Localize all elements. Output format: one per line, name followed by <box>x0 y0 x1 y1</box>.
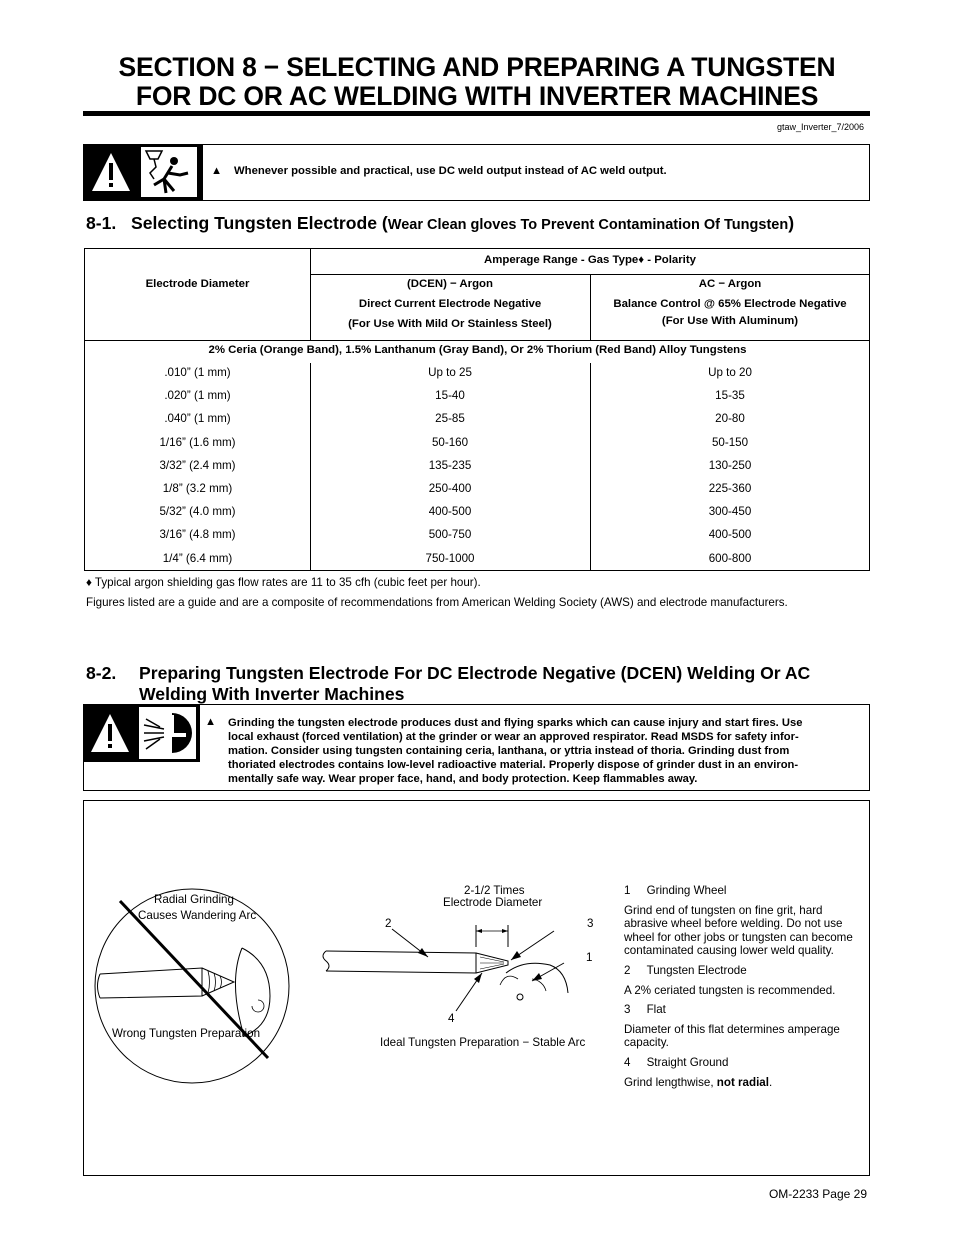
section-8-2-heading <box>86 663 876 705</box>
legend-number: 3 <box>624 1003 631 1017</box>
document-reference: gtaw_Inverter_7/2006 <box>776 122 864 132</box>
warning-line: thoriated electrodes contains low-level radioactive material. Properly dispose of grinder dust in an environ- <box>228 759 799 771</box>
cell-diameter: .010” (1 mm) <box>164 366 231 379</box>
note-figures-guide: Figures listed are a guide and are a composite of recommendations from American Welding Society (AWS) and electrode manufacturers. <box>86 596 788 609</box>
cell-dcen: 50-160 <box>431 436 469 449</box>
column-header-diameter: Electrode Diameter <box>145 278 250 290</box>
column-header-dcen-2: Direct Current Electrode Negative <box>358 298 542 310</box>
ideal-caption: Ideal Tungsten Preparation − Stable Arc <box>380 1036 586 1049</box>
legend-line: abrasive wheel before welding. Do not use <box>624 917 843 931</box>
cell-ac: 15-35 <box>715 389 745 402</box>
section-title-line-1: SECTION 8 − SELECTING AND PREPARING A TUNGSTEN <box>118 52 836 82</box>
section-8-2-title-1: Preparing Tungsten Electrode For DC Electrode Negative (DCEN) Welding Or AC <box>139 663 811 683</box>
cell-diameter: 5/32” (4.0 mm) <box>159 505 236 518</box>
wrong-label-bottom: Wrong Tungsten Preparation <box>112 1027 261 1040</box>
alloy-row-header: 2% Ceria (Orange Band), 1.5% Lanthanum (Gray Band), Or 2% Thorium (Red Band) Alloy Tungstens <box>208 344 747 356</box>
column-header-ac-2: Balance Control @ 65% Electrode Negative <box>613 298 847 310</box>
cell-dcen: 400-500 <box>428 505 472 518</box>
cell-diameter: .020” (1 mm) <box>164 389 231 402</box>
section-8-1-heading <box>86 213 794 234</box>
legend-emphasis: not radial <box>716 1075 769 1089</box>
legend-item-title <box>624 1003 859 1017</box>
wrong-label-top-1: Radial Grinding <box>154 893 234 906</box>
cell-ac: Up to 20 <box>708 366 752 379</box>
legend-text: . <box>768 1075 773 1089</box>
legend-line: Diameter of this flat determines amperage <box>624 1022 840 1036</box>
cell-dcen: 15-40 <box>435 389 465 402</box>
cell-dcen: 750-1000 <box>425 552 475 565</box>
section-8-2-title-2: Welding With Inverter Machines <box>139 684 405 704</box>
warning-bullet: ▲ <box>211 165 223 177</box>
cell-diameter: 3/16” (4.8 mm) <box>159 528 236 541</box>
column-header-dcen-1: (DCEN) − Argon <box>407 278 493 290</box>
electric-shock-warning-icon <box>84 145 203 200</box>
legend-line: capacity. <box>624 1036 669 1050</box>
legend-number: 2 <box>624 963 631 977</box>
legend-number: 1 <box>624 884 631 897</box>
page-footer: OM-2233 Page 29 <box>768 1187 867 1201</box>
warning-text-grinding <box>228 716 868 786</box>
legend-line: wheel for other jobs or tungsten can become <box>624 930 853 944</box>
section-8-1-title: Selecting Tungsten Electrode ( <box>131 213 388 233</box>
warning-box-dc-output <box>83 144 870 201</box>
legend-title: Flat <box>646 1003 666 1017</box>
callout-4: 4 <box>448 1012 455 1025</box>
warning-line: local exhaust (forced ventilation) at the grinder or wear an approved respirator. Read MSDS for safety infor- <box>228 731 799 743</box>
cell-ac: 400-500 <box>708 528 752 541</box>
cell-ac: 130-250 <box>708 459 752 472</box>
legend-title: Grinding Wheel <box>646 884 727 897</box>
section-8-1-subtitle: Wear Clean gloves To Prevent Contamination Of Tungsten <box>387 217 789 233</box>
legend-description <box>624 1023 859 1050</box>
note-gas-flow: ♦ Typical argon shielding gas flow rates are 11 to 35 cfh (cubic feet per hour). <box>86 576 481 589</box>
cell-ac: 20-80 <box>715 412 745 425</box>
warning-box-grinding <box>83 704 870 791</box>
section-title-line-2: FOR DC OR AC WELDING WITH INVERTER MACHINES <box>135 81 819 111</box>
figure-legend <box>624 884 859 1089</box>
cell-dcen: 25-85 <box>435 412 465 425</box>
warning-line: Grinding the tungsten electrode produces dust and flying sparks which can cause injury and start fires. Use <box>228 717 803 729</box>
column-header-dcen-3: (For Use With Mild Or Stainless Steel) <box>348 318 552 330</box>
cell-ac: 50-150 <box>711 436 749 449</box>
legend-description: A 2% ceriated tungsten is recommended. <box>624 983 836 997</box>
column-header-ac-3: (For Use With Aluminum) <box>661 315 799 327</box>
section-8-2-line-1 <box>86 663 876 684</box>
section-8-1-close: ) <box>788 213 795 233</box>
warning-line: mentally safe way. Wear proper face, hand, and body protection. Keep flammables away. <box>228 773 698 785</box>
ideal-dim-label-1: 2-1/2 Times <box>464 884 525 897</box>
table-divider <box>85 340 870 341</box>
grinding-eye-protection-warning-icon <box>84 705 200 762</box>
cell-ac: 600-800 <box>708 552 752 565</box>
cell-ac: 225-360 <box>708 482 752 495</box>
figure-box <box>83 800 870 1176</box>
cell-diameter: 1/16” (1.6 mm) <box>159 436 236 449</box>
cell-diameter: 1/4” (6.4 mm) <box>162 552 233 565</box>
warning-line: mation. Consider using tungsten containing ceria, lanthana, or yttria instead of thoria. Grinding dust from <box>228 745 790 757</box>
legend-title: Straight Ground <box>646 1055 729 1069</box>
warning-bullet: ▲ <box>205 716 217 728</box>
legend-item-title <box>624 884 859 898</box>
section-8-2-number: 8-2. <box>86 663 117 683</box>
cell-dcen: 500-750 <box>428 528 472 541</box>
cell-ac: 300-450 <box>708 505 752 518</box>
cell-diameter: 1/8” (3.2 mm) <box>162 482 233 495</box>
legend-description <box>624 1076 859 1090</box>
wrong-label-top-2: Causes Wandering Arc <box>138 909 257 922</box>
legend-line: contaminated causing lower weld quality. <box>624 944 834 958</box>
warning-text-dc-output: Whenever possible and practical, use DC weld output instead of AC weld output. <box>234 165 667 177</box>
ideal-dim-label-2: Electrode Diameter <box>443 896 543 909</box>
legend-text: Grind lengthwise, <box>624 1075 717 1089</box>
cell-dcen: Up to 25 <box>428 366 472 379</box>
tungsten-selection-table <box>84 248 870 571</box>
legend-item-title <box>624 964 859 978</box>
title-rule <box>83 111 870 116</box>
cell-dcen: 250-400 <box>428 482 472 495</box>
callout-2: 2 <box>385 917 392 930</box>
group-header-amperage: Amperage Range - Gas Type♦ - Polarity <box>484 254 696 266</box>
column-header-ac-1: AC − Argon <box>698 278 762 290</box>
legend-title: Tungsten Electrode <box>646 963 747 977</box>
legend-number: 4 <box>624 1055 631 1069</box>
cell-diameter: 3/32” (2.4 mm) <box>159 459 236 472</box>
cell-diameter: .040” (1 mm) <box>164 412 231 425</box>
section-8-1-number: 8-1. <box>86 213 117 233</box>
callout-3: 3 <box>587 917 594 930</box>
legend-line: Grind end of tungsten on fine grit, hard <box>624 903 823 917</box>
callout-1: 1 <box>586 951 593 964</box>
cell-dcen: 135-235 <box>428 459 472 472</box>
legend-description <box>624 904 859 958</box>
legend-item-title <box>624 1056 859 1070</box>
